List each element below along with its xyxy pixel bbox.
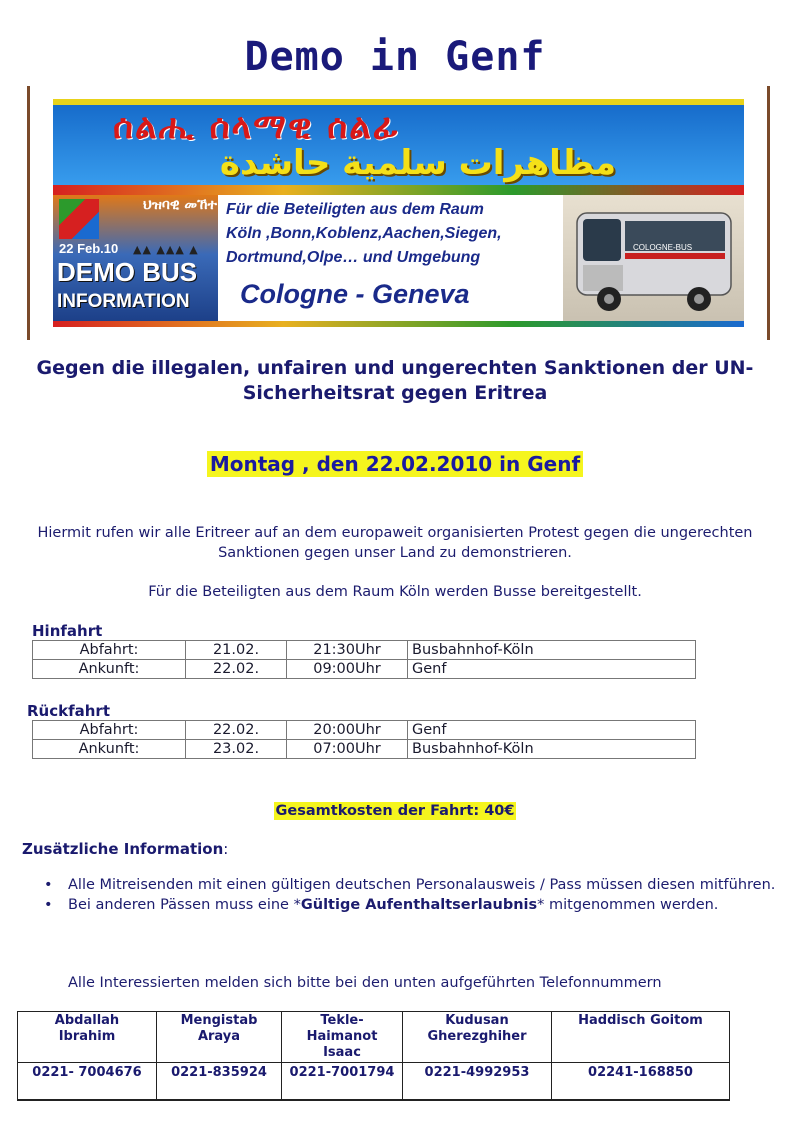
contact-phone: 0221-7001794 bbox=[282, 1063, 403, 1101]
eritrea-flag-icon bbox=[59, 199, 99, 239]
table-row bbox=[18, 1012, 730, 1063]
table-row: Ankunft: 22.02. 09:00Uhr Genf bbox=[33, 660, 696, 679]
banner-arabic-text: مظاهرات سلمية حاشدة bbox=[219, 143, 617, 183]
banner-demo-bus: DEMO BUS bbox=[57, 257, 198, 287]
event-date: Montag , den 22.02.2010 in Genf bbox=[0, 452, 790, 476]
svg-text:COLOGNE-BUS: COLOGNE-BUS bbox=[633, 243, 693, 252]
contact-phone: 0221-835924 bbox=[157, 1063, 282, 1101]
camel-silhouettes-icon: ▲▲ ▲▲▲ ▲ bbox=[133, 243, 199, 256]
headline: Gegen die illegalen, unfairen und ungerechten Sanktionen der UN-Sicherheitsrat gegen Eritrea bbox=[36, 357, 754, 404]
bus-icon bbox=[573, 205, 735, 317]
contact-name: Haddisch Goitom bbox=[552, 1012, 730, 1063]
rueckfahrt-table bbox=[32, 720, 696, 759]
hinfahrt-label: Hinfahrt bbox=[32, 622, 103, 640]
bullet-icon: • bbox=[44, 877, 53, 893]
list-item: • Bei anderen Pässen muss eine *Gültige Aufenthaltserlaubnis* mitgenommen werden. bbox=[40, 896, 780, 916]
banner-mid-panel bbox=[218, 195, 563, 327]
rueckfahrt-label: Rückfahrt bbox=[27, 702, 110, 720]
banner-line-3: Dortmund,Olpe… und Umgebung bbox=[226, 249, 481, 266]
contact-name: Tekle- Haimanot Isaac bbox=[282, 1012, 403, 1063]
banner-geez-text: ሰልሒ ሰላማዊ ሰልፊ bbox=[113, 107, 400, 147]
banner-image bbox=[53, 99, 744, 327]
table-row bbox=[18, 1063, 730, 1101]
page-title: Demo in Genf bbox=[244, 34, 546, 80]
banner-left-panel bbox=[53, 195, 218, 327]
contact-phone: 0221-4992953 bbox=[403, 1063, 552, 1101]
banner-date-badge: 22 Feb.10 bbox=[59, 241, 119, 256]
contact-name: Kudusan Gherezghiher bbox=[403, 1012, 552, 1063]
table-row: Ankunft: 23.02. 07:00Uhr Busbahnhof-Köln bbox=[33, 740, 696, 759]
contact-note: Alle Interessierten melden sich bitte bei den unten aufgeführten Telefonnummern bbox=[68, 975, 662, 991]
banner-line-2: Köln ,Bonn,Koblenz,Aachen,Siegen, bbox=[226, 225, 502, 242]
call-to-action-text: Hiermit rufen wir alle Eritreer auf an dem europaweit organisierten Protest gegen die ungerechten Sanktionen gegen unser Land zu demonstrieren. bbox=[37, 525, 753, 561]
bullet-icon: • bbox=[44, 896, 53, 913]
total-cost: Gesamtkosten der Fahrt: 40€ bbox=[275, 803, 515, 819]
banner-amharic-small: ህዝባዊ መኸተ bbox=[143, 197, 217, 213]
additional-info-heading: Zusätzliche Information: bbox=[22, 840, 229, 858]
banner-route: Cologne - Geneva bbox=[240, 279, 470, 309]
banner-line-1: Für die Beteiligten aus dem Raum bbox=[226, 201, 484, 218]
contacts-table bbox=[17, 1011, 730, 1101]
contact-name: Abdallah Ibrahim bbox=[18, 1012, 157, 1063]
banner-information: INFORMATION bbox=[57, 291, 190, 312]
bus-info-text: Für die Beteiligten aus dem Raum Köln werden Busse bereitgestellt. bbox=[148, 584, 642, 600]
contact-phone: 0221- 7004676 bbox=[18, 1063, 157, 1101]
table-row: Abfahrt: 22.02. 20:00Uhr Genf bbox=[33, 721, 696, 740]
list-item: • Alle Mitreisenden mit einen gültigen deutschen Personalausweis / Pass müssen diesen mitführen. bbox=[40, 876, 780, 896]
contact-phone: 02241-168850 bbox=[552, 1063, 730, 1101]
hinfahrt-table bbox=[32, 640, 696, 679]
info-bullet-list bbox=[40, 876, 780, 915]
banner-bus-panel bbox=[563, 195, 744, 327]
table-row: Abfahrt: 21.02. 21:30Uhr Busbahnhof-Köln bbox=[33, 641, 696, 660]
contact-name: Mengistab Araya bbox=[157, 1012, 282, 1063]
